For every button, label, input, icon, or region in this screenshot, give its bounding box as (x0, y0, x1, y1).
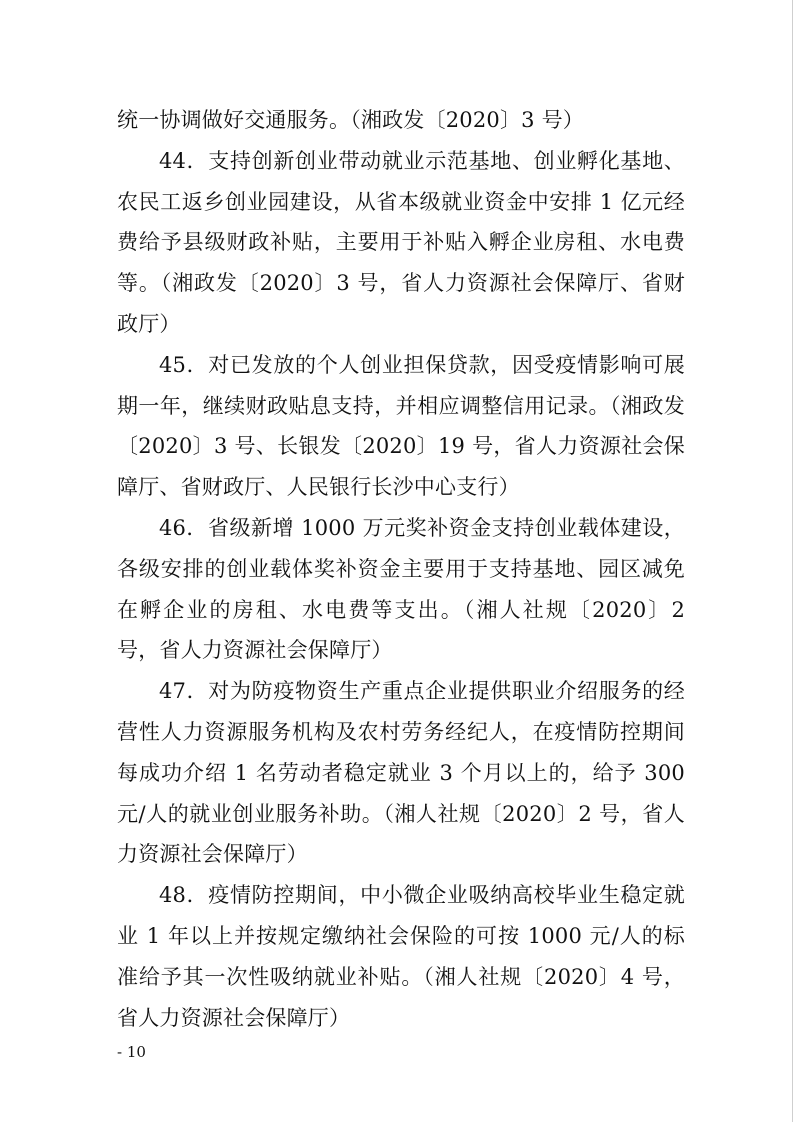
paragraph-item-46: 46．省级新增 1000 万元奖补资金支持创业载体建设，各级安排的创业载体奖补资金主要用于支持基地、园区减免在孵企业的房租、水电费等支出。（湘人社规〔2020〕2 号，省人力资源社会保障厅） (117, 515, 685, 663)
paragraph-item-45: 45．对已发放的个人创业担保贷款，因受疫情影响可展期一年，继续财政贴息支持，并相应调整信用记录。（湘政发〔2020〕3 号、长银发〔2020〕19 号，省人力资源社会保障厅、省财政厅、人民银行长沙中心支行） (117, 352, 685, 500)
page-number: - 10 (117, 1043, 146, 1061)
paragraph-item-47: 47．对为防疫物资生产重点企业提供职业介绍服务的经营性人力资源服务机构及农村劳务经纪人，在疫情防控期间每成功介绍 1 名劳动者稳定就业 3 个月以上的，给予 300 元/人的就业创业服务补助。（湘人社规〔2020〕2 号，省人力资源社会保障厅） (117, 679, 685, 867)
document-body (117, 100, 685, 1038)
paragraph-item-48: 48．疫情防控期间，中小微企业吸纳高校毕业生稳定就业 1 年以上并按规定缴纳社会保险的可按 1000 元/人的标准给予其一次性吸纳就业补贴。（湘人社规〔2020〕4 号，省人力资源社会保障厅） (117, 883, 685, 1030)
paragraph-item-44: 44．支持创新创业带动就业示范基地、创业孵化基地、农民工返乡创业园建设，从省本级就业资金中安排 1 亿元经费给予县级财政补贴，主要用于补贴入孵企业房租、水电费等。（湘政发〔2020〕3 号，省人力资源社会保障厅、省财政厅） (117, 148, 685, 336)
paragraph-continuation: 统一协调做好交通服务。（湘政发〔2020〕3 号） (117, 108, 584, 132)
